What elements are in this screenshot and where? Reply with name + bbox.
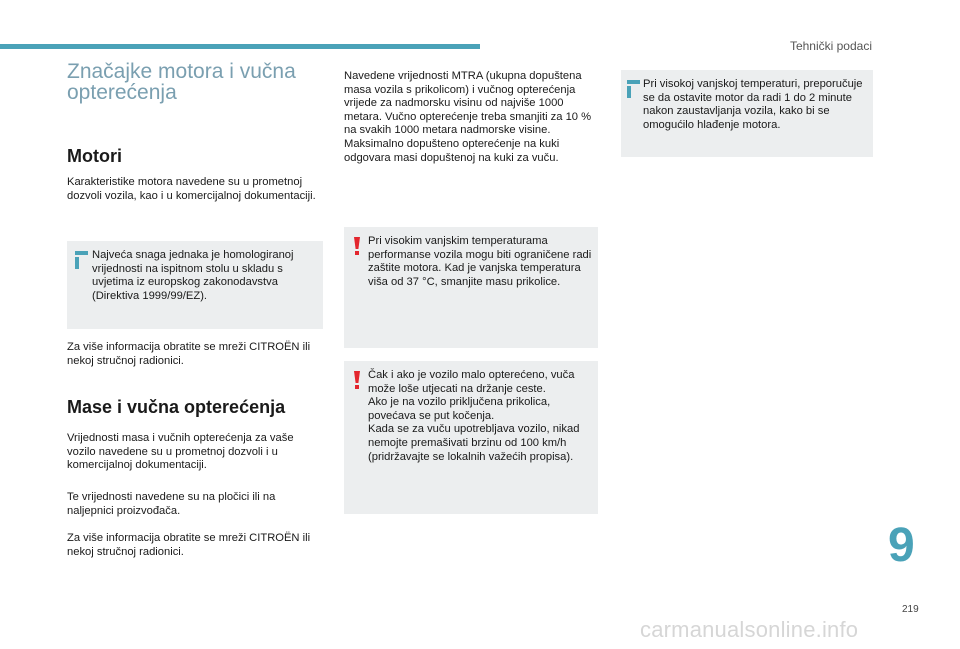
motori-text: Karakteristike motora navedene su u prometnoj dozvoli vozila, kao i u komercijalnoj dokumentaciji. xyxy=(67,176,316,202)
mtra-text-1: Navedene vrijednosti MTRA (ukupna dopuštena masa vozila s prikolicom) i vučnog opterećenja vrijede za nadmorsku visinu od najviše 1000 metara. Vučno opterećenje treba smanjiti za 10 % na svakih 1000 metara nadmorske visine. xyxy=(344,70,592,137)
mase-text-2: Te vrijednosti navedene su na pločici ili na naljepnici proizvođača. xyxy=(67,491,276,517)
section-title: Tehnički podaci xyxy=(789,39,872,53)
page-number: 219 xyxy=(902,604,919,615)
info-box-engine-cooling-text: Pri visokoj vanjskoj temperaturi, preporučuje se da ostavite motor da radi 1 do 2 minute nakon zaustavljanja vozila, kako bi se omogućilo hlađenje motora. xyxy=(643,78,863,131)
chapter-number: 9 xyxy=(888,519,915,572)
warning-box-temperature xyxy=(344,227,598,348)
info-icon xyxy=(627,80,640,98)
header-accent-bar xyxy=(0,44,480,49)
warning-icon xyxy=(352,237,362,255)
info-box-power-text: Najveća snaga jednaka je homologiranoj vrijednosti na ispitnom stolu u skladu s uvjetima iz europskog zakonodavstva (Direktiva 1999/99/EZ). xyxy=(92,249,294,302)
warning-icon xyxy=(352,371,362,389)
more-info-text-2: Za više informacija obratite se mreži CITROËN ili nekoj stručnoj radionici. xyxy=(67,532,311,558)
warning-box-temperature-text: Pri visokim vanjskim temperaturama performanse vozila mogu biti ograničene radi zaštite motora. Kad je vanjska temperatura viša od 37 °C, smanjite masu prikolice. xyxy=(368,235,592,288)
warning-box-towing xyxy=(344,361,598,514)
more-info-text-1: Za više informacija obratite se mreži CITROËN ili nekoj stručnoj radionici. xyxy=(67,341,311,367)
warning-towing-line-2: Ako je na vozilo priključena prikolica, povećava se put kočenja. xyxy=(368,396,551,422)
warning-towing-line-3: Kada se za vuču upotrebljava vozilo, nikad nemojte premašivati brzinu od 100 km/h (pridržavajte se lokalnih važećih propisa). xyxy=(368,423,580,463)
info-box-power xyxy=(67,241,323,329)
heading-motori: Motori xyxy=(67,146,122,166)
info-icon xyxy=(75,251,88,269)
page-title: Značajke motora i vučna opterećenja xyxy=(67,60,296,104)
heading-mase: Mase i vučna opterećenja xyxy=(67,397,286,417)
mtra-text-2: Maksimalno dopušteno opterećenje na kuki odgovara masi dopuštenoj na kuki za vuču. xyxy=(344,137,560,164)
warning-towing-line-1: Čak i ako je vozilo malo opterećeno, vuča može loše utjecati na držanje ceste. xyxy=(368,369,575,395)
watermark: carmanualsonline.info xyxy=(640,617,859,642)
mase-text-1: Vrijednosti masa i vučnih opterećenja za vaše vozilo navedene su u prometnoj dozvoli i u komercijalnoj dokumentaciji. xyxy=(67,432,294,472)
info-box-engine-cooling xyxy=(621,70,873,157)
